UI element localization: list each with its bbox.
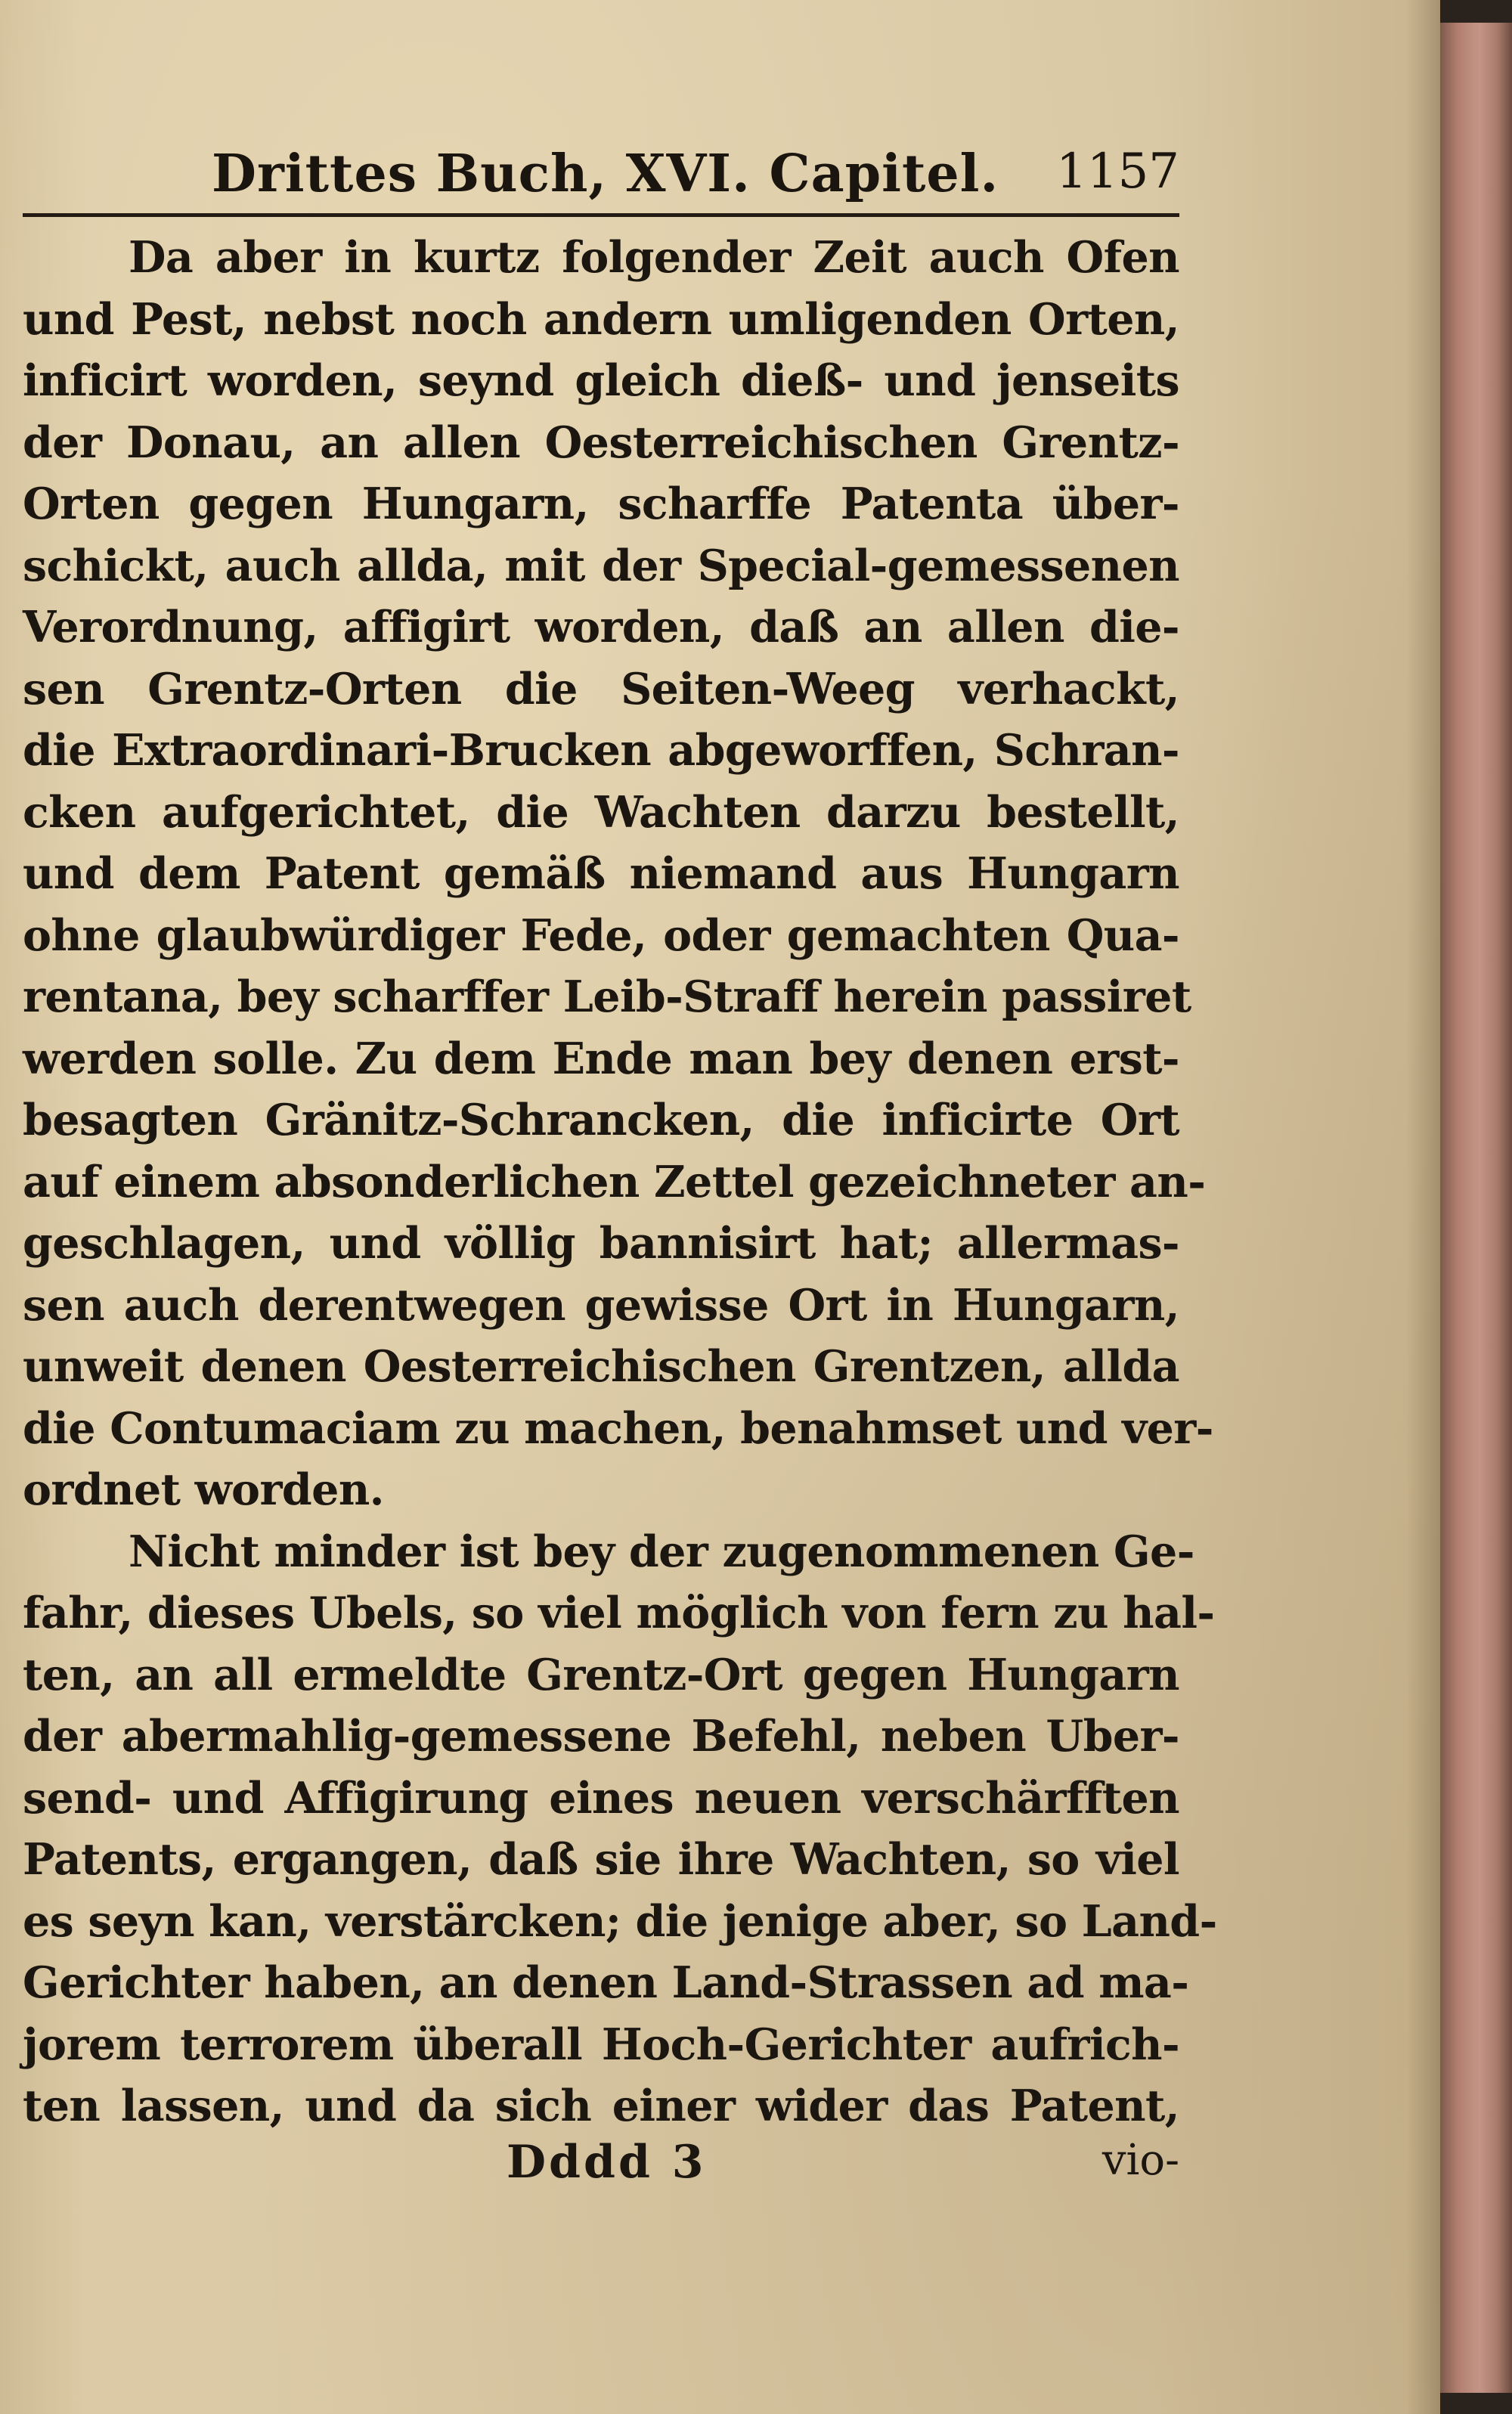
book-edge [1440, 23, 1512, 2393]
catchword: vio- [1101, 2136, 1179, 2185]
text-line: inficirt worden, seynd gleich dieß- und jenseits [23, 355, 1179, 406]
text-line: rentana, bey scharffer Leib-Straff herein passiret [23, 971, 1191, 1022]
text-line: send- und Affigirung eines neuen verschärfften [23, 1772, 1179, 1824]
text-line: der abermahlig-gemessene Befehl, neben Uber- [23, 1711, 1179, 1762]
background-top [1440, 0, 1512, 23]
background-bottom [1440, 2393, 1512, 2414]
text-line: Gerichter haben, an denen Land-Strassen ad ma- [23, 1957, 1189, 2008]
text-line: geschlagen, und völlig bannisirt hat; allermas- [23, 1218, 1179, 1269]
text-line: schickt, auch allda, mit der Special-gemessenen [23, 540, 1179, 591]
page-header [23, 144, 1179, 212]
text-line: es seyn kan, verstärcken; die jenige aber, so Land- [23, 1895, 1217, 1947]
text-line: Da aber in kurtz folgender Zeit auch Ofen [129, 232, 1179, 283]
text-line: fahr, dieses Ubels, so viel möglich von fern zu hal- [23, 1588, 1215, 1638]
text-line: Nicht minder ist bey der zugenommenen Ge- [129, 1526, 1194, 1577]
text-line: ordnet worden. [23, 1464, 384, 1515]
text-line: Patents, ergangen, daß sie ihre Wachten, so viel [23, 1834, 1179, 1885]
text-line: ten, an all ermeldte Grentz-Ort gegen Hungarn [23, 1649, 1179, 1700]
body-text [23, 227, 1217, 2137]
running-head: Drittes Buch, XVI. Capitel. [212, 144, 999, 204]
text-line: die Extraordinari-Brucken abgeworffen, Schran- [23, 725, 1179, 776]
page-footer [23, 2136, 1179, 2204]
text-line: sen auch derentwegen gewisse Ort in Hungarn, [23, 1279, 1179, 1331]
text-line: ten lassen, und da sich einer wider das Patent, [23, 2081, 1179, 2131]
page-number: 1157 [1056, 144, 1179, 200]
text-line: auf einem absonderlichen Zettel gezeichneter an- [23, 1156, 1206, 1207]
text-line: sen Grentz-Orten die Seiten-Weeg verhackt, [23, 663, 1179, 714]
signature-mark: Dddd 3 [507, 2136, 707, 2189]
text-line: cken aufgerichtet, die Wachten darzu bestellt, [23, 786, 1179, 838]
text-line: und Pest, nebst noch andern umligenden Orten, [23, 293, 1179, 345]
text-line: Verordnung, affigirt worden, daß an allen die- [23, 602, 1179, 652]
text-line: werden solle. Zu dem Ende man bey denen erst- [23, 1033, 1179, 1084]
page-fold-shadow [1406, 0, 1444, 2414]
text-line: die Contumaciam zu machen, benahmset und ver- [23, 1402, 1213, 1454]
text-line: Orten gegen Hungarn, scharffe Patenta über- [23, 479, 1179, 529]
text-line: jorem terrorem überall Hoch-Gerichter aufrich- [23, 2019, 1179, 2070]
text-line: ohne glaubwürdiger Fede, oder gemachten Qua- [23, 910, 1179, 961]
text-line: und dem Patent gemäß niemand aus Hungarn [23, 848, 1179, 899]
header-rule [23, 213, 1179, 217]
text-line: unweit denen Oesterreichischen Grentzen, allda [23, 1341, 1179, 1392]
text-line: der Donau, an allen Oesterreichischen Grentz- [23, 417, 1179, 468]
text-line: besagten Gränitz-Schrancken, die inficirte Ort [23, 1095, 1179, 1145]
